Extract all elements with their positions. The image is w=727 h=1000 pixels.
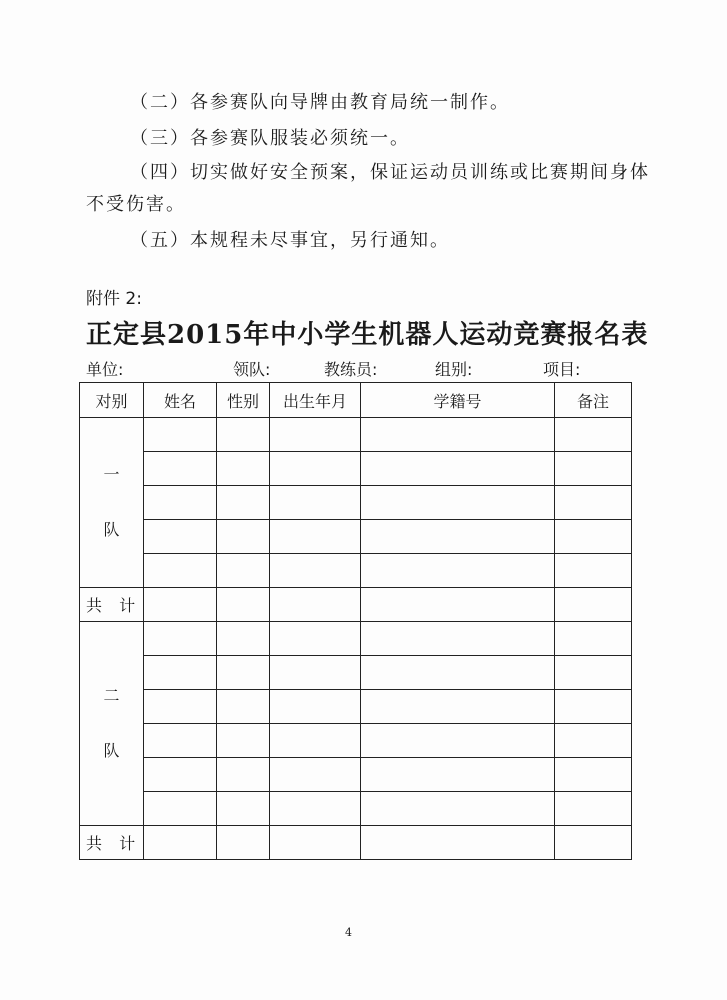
form-title: 正定县2015年中小学生机器人运动竞赛报名表 — [86, 320, 649, 350]
paragraph-3: （三）各参赛队服装必须统一。 — [130, 128, 410, 149]
table-row — [80, 418, 632, 452]
paragraph-2: （二）各参赛队向导牌由教育局统一制作。 — [130, 92, 510, 113]
total-row — [80, 588, 632, 622]
header-name: 姓名 — [144, 383, 217, 418]
paragraph-5: （五）本规程未尽事宜，另行通知。 — [130, 230, 450, 251]
table-row — [80, 520, 632, 554]
table-row — [80, 690, 632, 724]
project-label: 项目: — [543, 360, 581, 379]
table-row — [80, 792, 632, 826]
page-number: 4 — [345, 926, 352, 939]
table-row — [80, 656, 632, 690]
header-birth: 出生年月 — [270, 383, 361, 418]
table-row — [80, 554, 632, 588]
total-row — [80, 826, 632, 860]
header-team: 对别 — [80, 383, 144, 418]
header-gender: 性别 — [217, 383, 270, 418]
table-row — [80, 486, 632, 520]
header-student-id: 学籍号 — [361, 383, 555, 418]
table-row — [80, 758, 632, 792]
table-row — [80, 452, 632, 486]
team-1-label: 一 队 — [80, 418, 144, 588]
header-remarks: 备注 — [555, 383, 632, 418]
unit-label: 单位: — [86, 360, 124, 379]
group-label: 组别: — [435, 360, 473, 379]
leader-label: 领队: — [233, 360, 271, 379]
team-2-label: 二 队 — [80, 622, 144, 826]
registration-table — [79, 382, 632, 860]
table-header-row — [80, 383, 632, 418]
total-label: 共 计 — [80, 826, 144, 860]
attachment-label: 附件 2: — [86, 289, 142, 309]
table-row — [80, 724, 632, 758]
paragraph-4-line-1: （四）切实做好安全预案，保证运动员训练或比赛期间身体 — [130, 162, 650, 183]
paragraph-4-line-2: 不受伤害。 — [86, 194, 186, 215]
table-row — [80, 622, 632, 656]
coach-label: 教练员: — [324, 360, 378, 379]
total-label: 共 计 — [80, 588, 144, 622]
